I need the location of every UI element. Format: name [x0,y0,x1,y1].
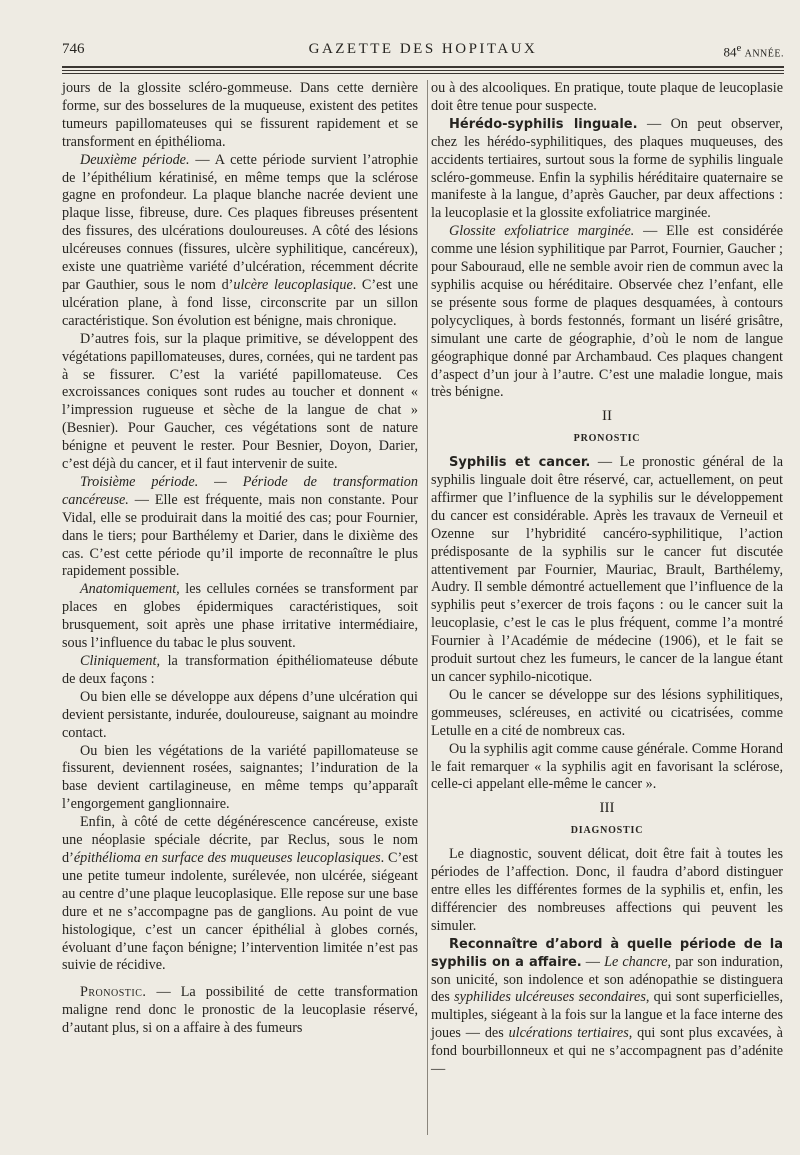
section-number: II [602,408,612,425]
paragraph-text: — [581,953,605,970]
term: syphilides ulcéreuses secondaires [454,989,646,1006]
section-title: DIAGNOSTIC [570,825,644,837]
paragraph [431,454,783,687]
section-number: III [599,800,615,817]
paragraph-text: — Elle est considérée comme une lésion syphilitique par Parrot, Fournier, Gaucher ; pour Sabouraud, elle ne semble avoir rien de commun avec la syphilis acquise ou héréditaire. Observée chez l’enfant, elle se présente sous forme de plaques desquamées, à contours polycycliques, à bords festonnés, formant un liséré grisâtre, simulant une carte de géographie, d’où le nom de langue géographique donné par Archambaud. Ces plaques changent d’aspect d’un jour à l’autre. C’est une maladie longue, mais très bénigne. [431,223,783,401]
page-number: 746 [62,41,85,57]
paragraph: Le diagnostic, souvent délicat, doit être fait à toutes les périodes de l’affection. Donc, il faudra d’abord distinguer entre elles les différentes formes de la syphilis et, enfin, les différencier des nombreuses affections qui peuvent les simuler. [431,846,783,934]
year-superscript: e [736,42,742,54]
paragraph-text: — Elle est fréquente, mais non constante. Pour Vidal, elle se produirait dans la moitié des cas; pour Fournier, dans le tiers; pour Barthélemy et Darier, dans le dixième des cas. C’est cette période qu’il importe de reconnaître le plus rapidement possible. [62,491,418,580]
paragraph [62,984,418,1038]
paragraph [62,814,418,975]
volume-year [724,42,784,60]
paragraph-text: , par son induration, son unicité, son indolence et son adénopathie se distinguera des [431,953,783,1006]
run-in-heading: Cliniquement, [80,653,160,669]
header-rule [62,66,784,68]
section-title: PRONOSTIC [573,433,641,445]
paragraph [62,152,418,331]
paragraph-text: — La possibilité de cette transformation maligne rend donc le pronostic de la leucoplasie réservé, d’autant plus, si on a affaire à des fumeurs [62,984,418,1037]
run-in-heading: Reconnaître d’abord à quelle période de la syphilis on a affaire. [431,936,783,970]
paragraph-text: . C’est une ulcération plane, à fond lisse, circonscrite par un sillon caractéristique. Son évolution est bénigne, mais chronique. [62,276,418,329]
run-in-heading: Deuxième période. [80,151,190,168]
term: ulcérations tertiaires [508,1025,629,1042]
paragraph [62,653,418,689]
paragraph-text: — On peut observer, chez les hérédo-syphilitiques, des plaques muqueuses, des accidents tertiaires, surtout sous la forme de syphilis linguale scléro-gommeuse. Enfin la syphilis héréditaire quaternaire se manifeste à la langue, d’après Gaucher, par deux affections : la leucoplasie et la glossite exfoliatrice marginée. [431,115,783,222]
paragraph-text: Enfin, à côté de cette dégénérescence cancéreuse, existe une néoplasie spéciale décrite, par Reclus, sous le nom d’ [62,814,418,866]
paragraph-text: la transformation épithéliomateuse débute de deux façons : [62,653,418,687]
term: Le chancre [604,953,668,970]
paragraph [431,223,783,402]
paragraph: Ou bien elle se développe aux dépens d’une ulcération qui devient persistante, indurée, douloureuse, saignant au moindre contact. [62,688,418,741]
column-divider [427,80,428,1135]
paragraph: Ou le cancer se développe sur des lésions syphilitiques, gommeuses, scléreuses, en activité ou cicatrisées, comme Letulle en a cité de nombreux cas. [431,686,783,739]
paragraph [431,936,783,1079]
term: épithélioma en surface des muqueuses leucoplasiques [73,849,381,866]
run-in-heading: Hérédo-syphilis linguale. [449,116,638,132]
run-in-heading: Glossite exfoliatrice marginée. [449,223,635,240]
year-number: 84 [723,44,737,60]
right-column [431,80,783,1079]
paragraph: jours de la glossite scléro-gommeuse. Dans cette dernière forme, sur des bosselures de la muqueuse, existent des petites tumeurs papillomateuses qui se fissurent rapidement et se transforment en épithélioma. [62,80,418,150]
run-in-heading: Syphilis et cancer. [449,455,591,471]
journal-title: GAZETTE DES HOPITAUX [308,41,538,57]
paragraph: Ou la syphilis agit comme cause générale. Comme Horand le fait remarquer « la syphilis agit en favorisant la sclérose, celle-ci appelant elle-même le cancer ». [431,740,783,793]
paragraph-text: — A cette période survient l’atrophie de l’épithélium kératinisé, en même temps que la sclérose gagne en profondeur. La plaque blanche nacrée devient une plaque lisse, fibreuse, dure. Ces plaques fibreuses présentent des fissures, des ulcérations douloureuses. A côté des lésions ulcéreuses connues (fissures, ulcère syphilitique, cancéreux), existe une quatrième variété d’ulcération, récemment décrite par Gauthier, sous le nom d’ [62,151,418,293]
paragraph: Ou bien les végétations de la variété papillomateuse se fissurent, deviennent rosées, saignantes; l’induration de la base devient cartilagineuse, en même temps qu’apparaît l’engorgement ganglionnaire. [62,742,418,813]
year-label: ANNÉE. [744,48,784,60]
paragraph [431,116,783,223]
running-header [62,41,784,63]
paragraph: ou à des alcooliques. En pratique, toute plaque de leucoplasie doit être tenue pour suspecte. [431,80,783,114]
term: ulcère leucoplasique [233,276,353,293]
run-in-heading: Pronostic. [80,984,147,1001]
paragraph [62,474,418,581]
left-column [62,80,418,1038]
run-in-heading: Anatomiquement, [80,581,180,598]
paragraph-text: , qui sont plus excavées, à fond bourbillonneux et qui ne s’accompagnent pas d’adénite — [431,1025,783,1078]
paragraph-text: . C’est une petite tumeur indolente, surélevée, non ulcérée, siégeant au centre d’une plaque leucoplasique. Elle repose sur une base dure et ne s’accompagne pas de ganglions. Au point de vue histologique, c’est un cancer épithélial à globes cornés, évoluant d’une façon bénigne; l’intervention limitée n’est pas suivie de récidive. [62,849,418,974]
header-rule [62,73,784,74]
paragraph: D’autres fois, sur la plaque primitive, se développent des végétations papillomateuses, dures, cornées, qui ne tardent pas à se fissurer. C’est la variété papillomateuse. Ces excroissances coniques sont rudes au toucher et donnent « l’impression rugueuse et sèche de la langue de chat » (Besnier). Pour Gaucher, ces végétations sont de nature bénigne et peuvent le rester. Pour Besnier, Doyon, Darier, c’est déjà du cancer, et il faut intervenir de suite. [62,330,418,473]
spacer [62,975,418,984]
run-in-heading: Troisième période. — Période de transformation cancéreuse. [62,473,418,508]
paragraph-text: , qui sont superficielles, multiples, siégeant à la fois sur la langue et la face interne des joues — des [431,989,783,1042]
paragraph [62,581,418,653]
header-rule [62,70,784,71]
paragraph-text: — Le pronostic général de la syphilis linguale doit être réservé, car, actuellement, on peut affirmer que l’influence de la syphilis sur le développement du cancer est considérable. Après les travaux de Verneuil et Ozenne sur l’hybridité cancéro-syphilitique, l’action prédisposante de la syphilis sur le cancer fut discutée attentivement par Fournier, Mauriac, Brault, Barthélemy, Audry. Il semble démontré actuellement que l’influence de la syphilis peut s’exercer de trois façons : ou le cancer suit la leucoplasie, c’est le cas le plus fréquent, comme l’a montré Fournier à l’Académie de médecine (1906), et le fait se produit surtout chez les fumeurs, le cancer de la langue étant un cancer syphilo-nicotique. [431,454,784,685]
paragraph-text: les cellules cornées se transforment par places en globes épidermiques caractéristiques, soit brusquement, soit après une phase irritative intermédiaire, sous l’influence du tabac le plus souvent. [62,581,418,652]
